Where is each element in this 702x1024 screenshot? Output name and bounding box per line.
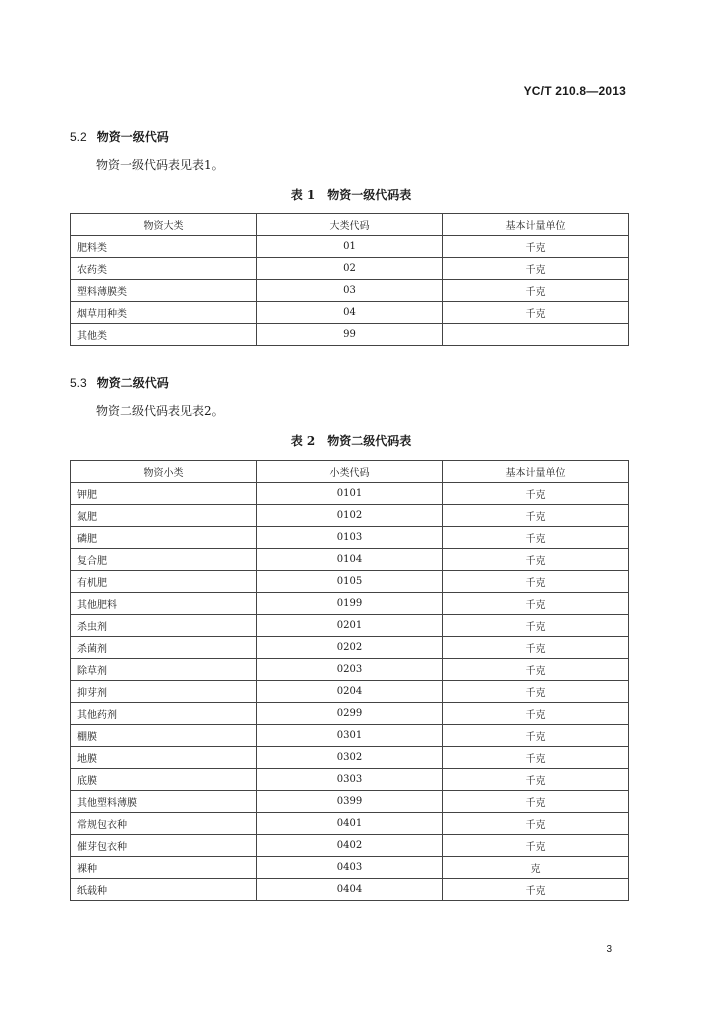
table-caption-2 (0, 432, 702, 449)
unit-cell: 千克 (443, 747, 629, 769)
section-number: 5.3 (70, 376, 87, 390)
table-row (71, 747, 629, 769)
code-cell: 0403 (257, 857, 443, 879)
unit-cell: 千克 (443, 258, 629, 280)
table-row (71, 835, 629, 857)
unit-cell: 千克 (443, 725, 629, 747)
unit-cell: 千克 (443, 637, 629, 659)
code-cell: 99 (257, 324, 443, 346)
code-cell: 0202 (257, 637, 443, 659)
code-cell: 0203 (257, 659, 443, 681)
unit-cell: 千克 (443, 571, 629, 593)
section-heading-5-2 (70, 128, 169, 145)
table-row (71, 659, 629, 681)
code-cell: 0299 (257, 703, 443, 725)
code-cell: 0101 (257, 483, 443, 505)
code-cell: 0199 (257, 593, 443, 615)
table-row (71, 703, 629, 725)
item-name-cell: 地膜 (71, 747, 257, 769)
item-name-cell: 氮肥 (71, 505, 257, 527)
unit-cell: 千克 (443, 302, 629, 324)
unit-cell: 千克 (443, 791, 629, 813)
table-header-row (71, 214, 629, 236)
unit-cell: 千克 (443, 703, 629, 725)
table-title: 物资二级代码表 (327, 434, 412, 448)
code-cell: 0102 (257, 505, 443, 527)
column-header: 大类代码 (257, 214, 443, 236)
code-cell: 0401 (257, 813, 443, 835)
code-cell: 0204 (257, 681, 443, 703)
section-title: 物资一级代码 (96, 130, 169, 144)
table-row (71, 813, 629, 835)
table-caption-1 (0, 186, 702, 203)
table-row (71, 615, 629, 637)
table-row (71, 725, 629, 747)
item-name-cell: 抑芽剂 (71, 681, 257, 703)
unit-cell: 千克 (443, 505, 629, 527)
unit-cell: 千克 (443, 879, 629, 901)
item-name-cell: 纸载种 (71, 879, 257, 901)
section-number: 5.2 (70, 130, 87, 144)
item-name-cell: 常规包衣种 (71, 813, 257, 835)
unit-cell: 千克 (443, 483, 629, 505)
column-header: 小类代码 (257, 461, 443, 483)
code-cell: 01 (257, 236, 443, 258)
unit-cell: 千克 (443, 593, 629, 615)
code-cell: 0399 (257, 791, 443, 813)
page-number: 3 (606, 944, 612, 955)
table-row (71, 879, 629, 901)
section-heading-5-3 (70, 374, 169, 391)
column-header: 物资小类 (71, 461, 257, 483)
table-row (71, 302, 629, 324)
unit-cell: 克 (443, 857, 629, 879)
item-name-cell: 底膜 (71, 769, 257, 791)
code-cell: 04 (257, 302, 443, 324)
unit-cell: 千克 (443, 681, 629, 703)
item-name-cell: 杀虫剂 (71, 615, 257, 637)
item-name-cell: 其他类 (71, 324, 257, 346)
code-cell: 0402 (257, 835, 443, 857)
table-row (71, 571, 629, 593)
table-row (71, 483, 629, 505)
item-name-cell: 棚膜 (71, 725, 257, 747)
unit-cell: 千克 (443, 615, 629, 637)
unit-cell: 千克 (443, 280, 629, 302)
item-name-cell: 烟草用种类 (71, 302, 257, 324)
item-name-cell: 裸种 (71, 857, 257, 879)
code-cell: 0103 (257, 527, 443, 549)
table-header-row (71, 461, 629, 483)
table-row (71, 527, 629, 549)
table-row (71, 791, 629, 813)
table-row (71, 637, 629, 659)
unit-cell: 千克 (443, 813, 629, 835)
code-cell: 03 (257, 280, 443, 302)
item-name-cell: 杀菌剂 (71, 637, 257, 659)
table-row (71, 324, 629, 346)
code-cell: 0201 (257, 615, 443, 637)
table-label: 表 1 (290, 188, 316, 202)
table-row (71, 258, 629, 280)
item-name-cell: 复合肥 (71, 549, 257, 571)
item-name-cell: 其他肥料 (71, 593, 257, 615)
section-title: 物资二级代码 (96, 376, 169, 390)
material-level1-code-table (70, 213, 629, 346)
unit-cell: 千克 (443, 527, 629, 549)
table-row (71, 593, 629, 615)
item-name-cell: 农药类 (71, 258, 257, 280)
column-header: 基本计量单位 (443, 461, 629, 483)
item-name-cell: 磷肥 (71, 527, 257, 549)
unit-cell (443, 324, 629, 346)
document-code: YC/T 210.8—2013 (523, 84, 626, 98)
table-row (71, 236, 629, 258)
item-name-cell: 其他塑料薄膜 (71, 791, 257, 813)
unit-cell: 千克 (443, 769, 629, 791)
table-row (71, 549, 629, 571)
material-level2-code-table (70, 460, 629, 901)
item-name-cell: 其他药剂 (71, 703, 257, 725)
table-row (71, 769, 629, 791)
code-cell: 0104 (257, 549, 443, 571)
table-title: 物资一级代码表 (327, 188, 412, 202)
item-name-cell: 肥料类 (71, 236, 257, 258)
unit-cell: 千克 (443, 835, 629, 857)
item-name-cell: 钾肥 (71, 483, 257, 505)
table-row (71, 681, 629, 703)
column-header: 基本计量单位 (443, 214, 629, 236)
code-cell: 0303 (257, 769, 443, 791)
code-cell: 0404 (257, 879, 443, 901)
code-cell: 02 (257, 258, 443, 280)
item-name-cell: 除草剂 (71, 659, 257, 681)
table-row (71, 505, 629, 527)
item-name-cell: 催芽包衣种 (71, 835, 257, 857)
item-name-cell: 塑料薄膜类 (71, 280, 257, 302)
unit-cell: 千克 (443, 549, 629, 571)
table-row (71, 857, 629, 879)
code-cell: 0301 (257, 725, 443, 747)
section-text: 物资一级代码表见表1。 (96, 158, 224, 172)
unit-cell: 千克 (443, 236, 629, 258)
unit-cell: 千克 (443, 659, 629, 681)
table-label: 表 2 (290, 434, 316, 448)
code-cell: 0105 (257, 571, 443, 593)
table-row (71, 280, 629, 302)
column-header: 物资大类 (71, 214, 257, 236)
code-cell: 0302 (257, 747, 443, 769)
section-text: 物资二级代码表见表2。 (96, 404, 224, 418)
item-name-cell: 有机肥 (71, 571, 257, 593)
